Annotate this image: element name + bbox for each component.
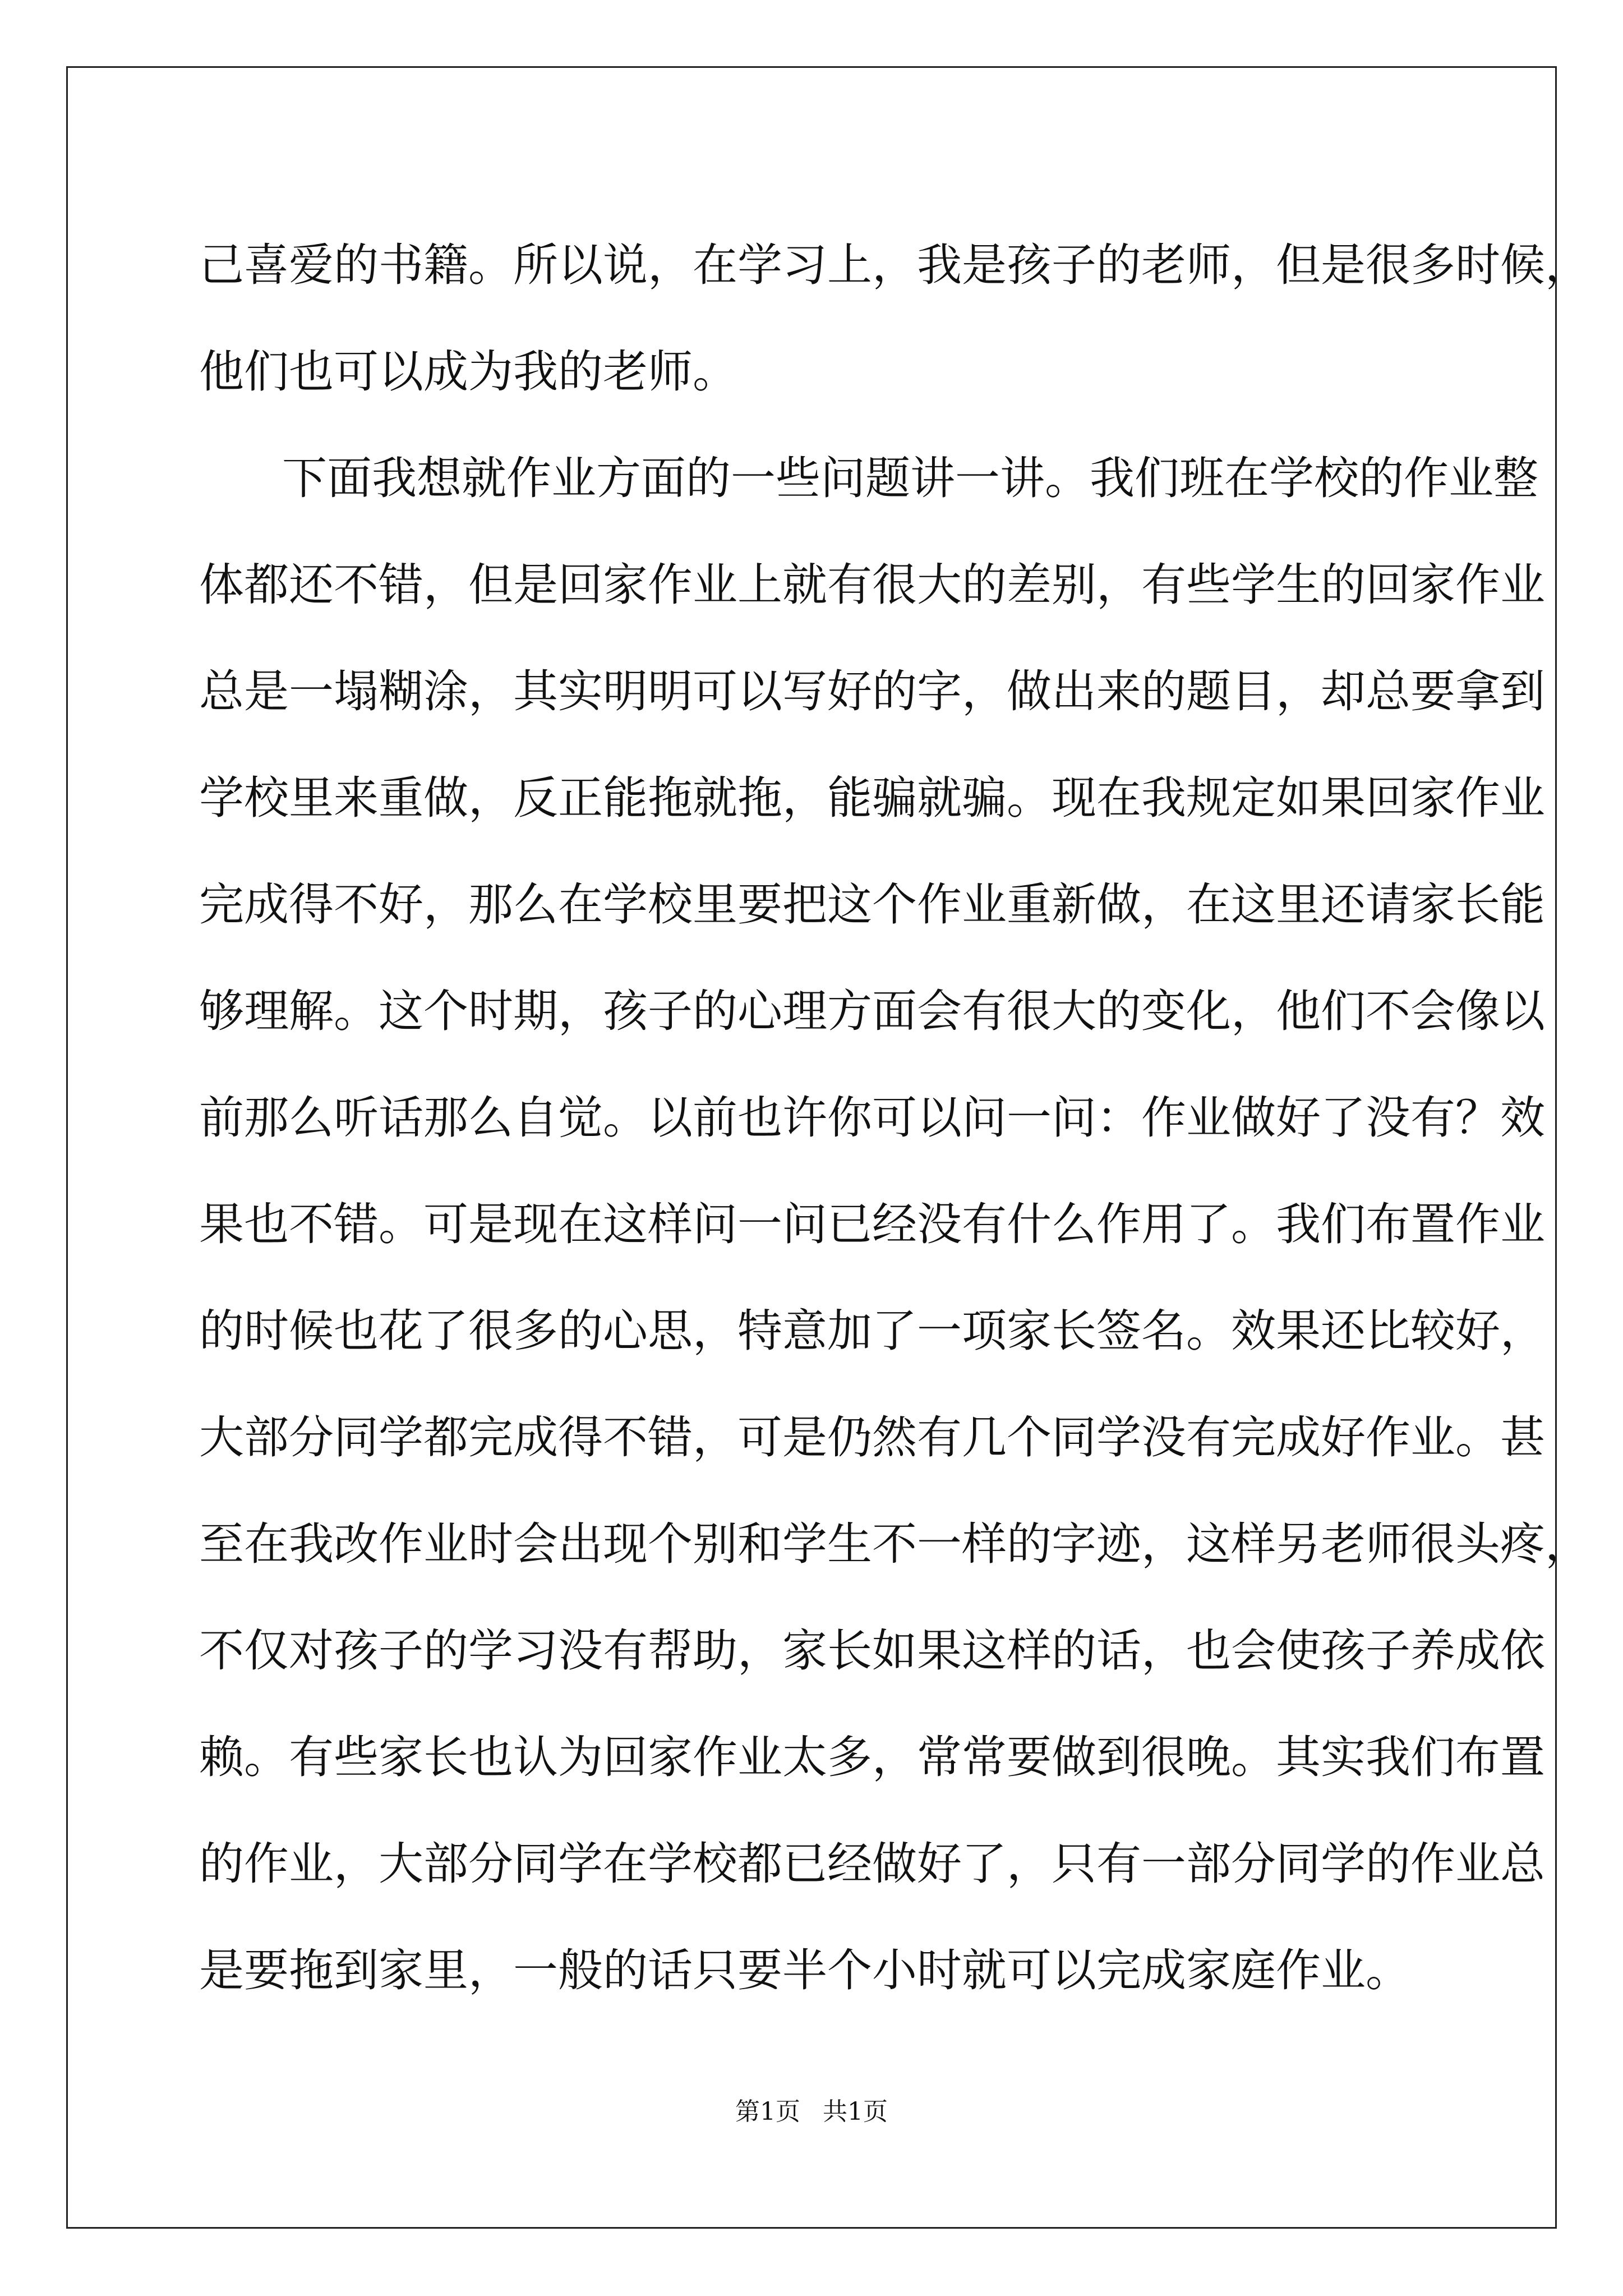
text-line: 己喜爱的书籍。所以说，在学习上，我是孩子的老师，但是很多时候，	[199, 239, 1590, 291]
text-line: 大部分同学都完成得不错，可是仍然有几个同学没有完成好作业。甚	[199, 1411, 1545, 1464]
text-line: 总是一塌糊涂，其实明明可以写好的字，做出来的题目，却总要拿到	[199, 665, 1545, 717]
text-line: 完成得不好，那么在学校里要把这个作业重新做，在这里还请家长能	[199, 878, 1545, 931]
text-line: 前那么听话那么自觉。以前也许你可以问一问：作业做好了没有？效	[199, 1092, 1545, 1144]
text-line: 果也不错。可是现在这样问一问已经没有什么作用了。我们布置作业	[199, 1198, 1545, 1250]
text-line: 至在我改作业时会出现个别和学生不一样的字迹，这样另老师很头疼，	[199, 1518, 1590, 1570]
text-line: 够理解。这个时期，孩子的心理方面会有很大的变化，他们不会像以	[199, 985, 1545, 1037]
page-footer	[0, 2095, 1623, 2129]
text-line: 的作业，大部分同学在学校都已经做好了，只有一部分同学的作业总	[199, 1838, 1545, 1890]
text-line: 他们也可以成为我的老师。	[199, 346, 737, 398]
page-total: 共1页	[823, 2097, 888, 2126]
page-number: 第1页	[735, 2097, 800, 2126]
text-line: 学校里来重做，反正能拖就拖，能骗就骗。现在我规定如果回家作业	[199, 772, 1545, 824]
text-line: 是要拖到家里，一般的话只要半个小时就可以完成家庭作业。	[199, 1944, 1410, 1996]
text-line: 下面我想就作业方面的一些问题讲一讲。我们班在学校的作业整	[282, 452, 1538, 504]
text-line: 体都还不错，但是回家作业上就有很大的差别，有些学生的回家作业	[199, 559, 1545, 611]
document-body	[199, 212, 1590, 2024]
text-line: 赖。有些家长也认为回家作业太多，常常要做到很晚。其实我们布置	[199, 1731, 1545, 1783]
text-line: 不仅对孩子的学习没有帮助，家长如果这样的话，也会使孩子养成依	[199, 1625, 1545, 1677]
text-line: 的时候也花了很多的心思，特意加了一项家长签名。效果还比较好，	[199, 1305, 1545, 1357]
